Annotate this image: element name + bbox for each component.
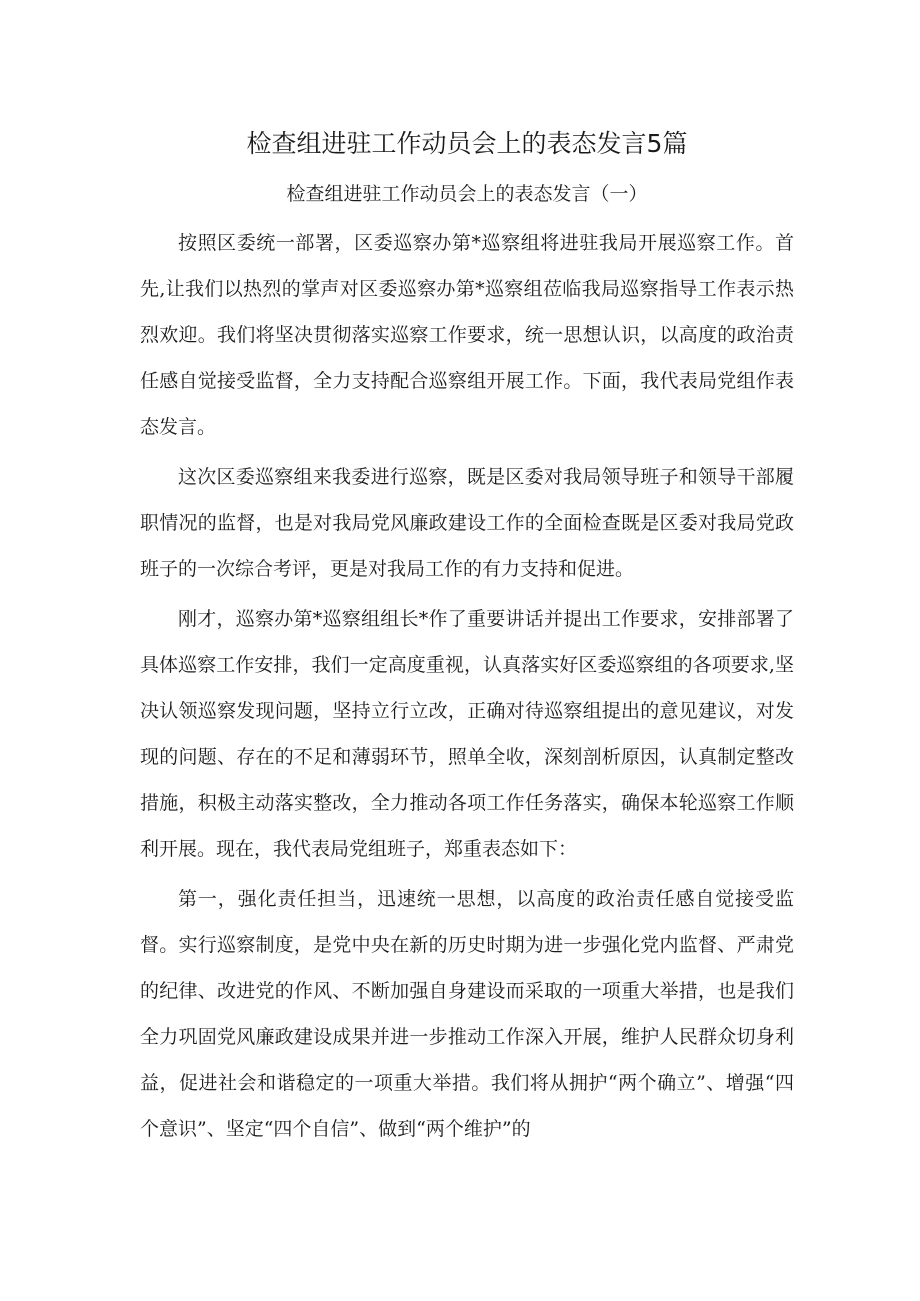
paragraph-1: 按照区委统一部署，区委巡察办第*巡察组将进驻我局开展巡察工作。首先,让我们以热烈的掌声对区委巡察办第*巡察组莅临我局巡察指导工作表示热烈欢迎。我们将坚决贯彻落实巡察工作要求，统一思想认识，以高度的政治责任感自觉接受监督，全力支持配合巡察组开展工作。下面，我代表局党组作表态发言。 [140,232,794,438]
paragraph-3: 刚才，巡察办第*巡察组组长*作了重要讲话并提出工作要求，安排部署了具体巡察工作安排，我们一定高度重视，认真落实好区委巡察组的各项要求,坚决认领巡察发现问题，坚持立行立改，正确对待巡察组提出的意见建议，对发现的问题、存在的不足和薄弱环节，照单全收，深刻剖析原因，认真制定整改措施，积极主动落实整改，全力推动各项工作任务落实，确保本轮巡察工作顺利开展。现在，我代表局党组班子，郑重表态如下： [140,608,794,860]
paragraph-4: 第一，强化责任担当，迅速统一思想，以高度的政治责任感自觉接受监督。实行巡察制度，是党中央在新的历史时期为进一步强化党内监督、严肃党的纪律、改进党的作风、不断加强自身建设而采取的一项重大举措，也是我们全力巩固党风廉政建设成果并进一步推动工作深入开展，维护人民群众切身利益，促进社会和谐稳定的一项重大举措。我们将从拥护“两个确立”、增强“四个意识”、坚定“四个自信”、做到“两个维护”的 [140,888,794,1140]
document-subtitle: 检查组进驻工作动员会上的表态发言（一） [286,183,648,205]
document-title: 检查组进驻工作动员会上的表态发言5篇 [246,129,688,158]
paragraph-2: 这次区委巡察组来我委进行巡察，既是区委对我局领导班子和领导干部履职情况的监督，也是对我局党风廉政建设工作的全面检查既是区委对我局党政班子的一次综合考评，更是对我局工作的有力支持和促进。 [140,466,794,580]
